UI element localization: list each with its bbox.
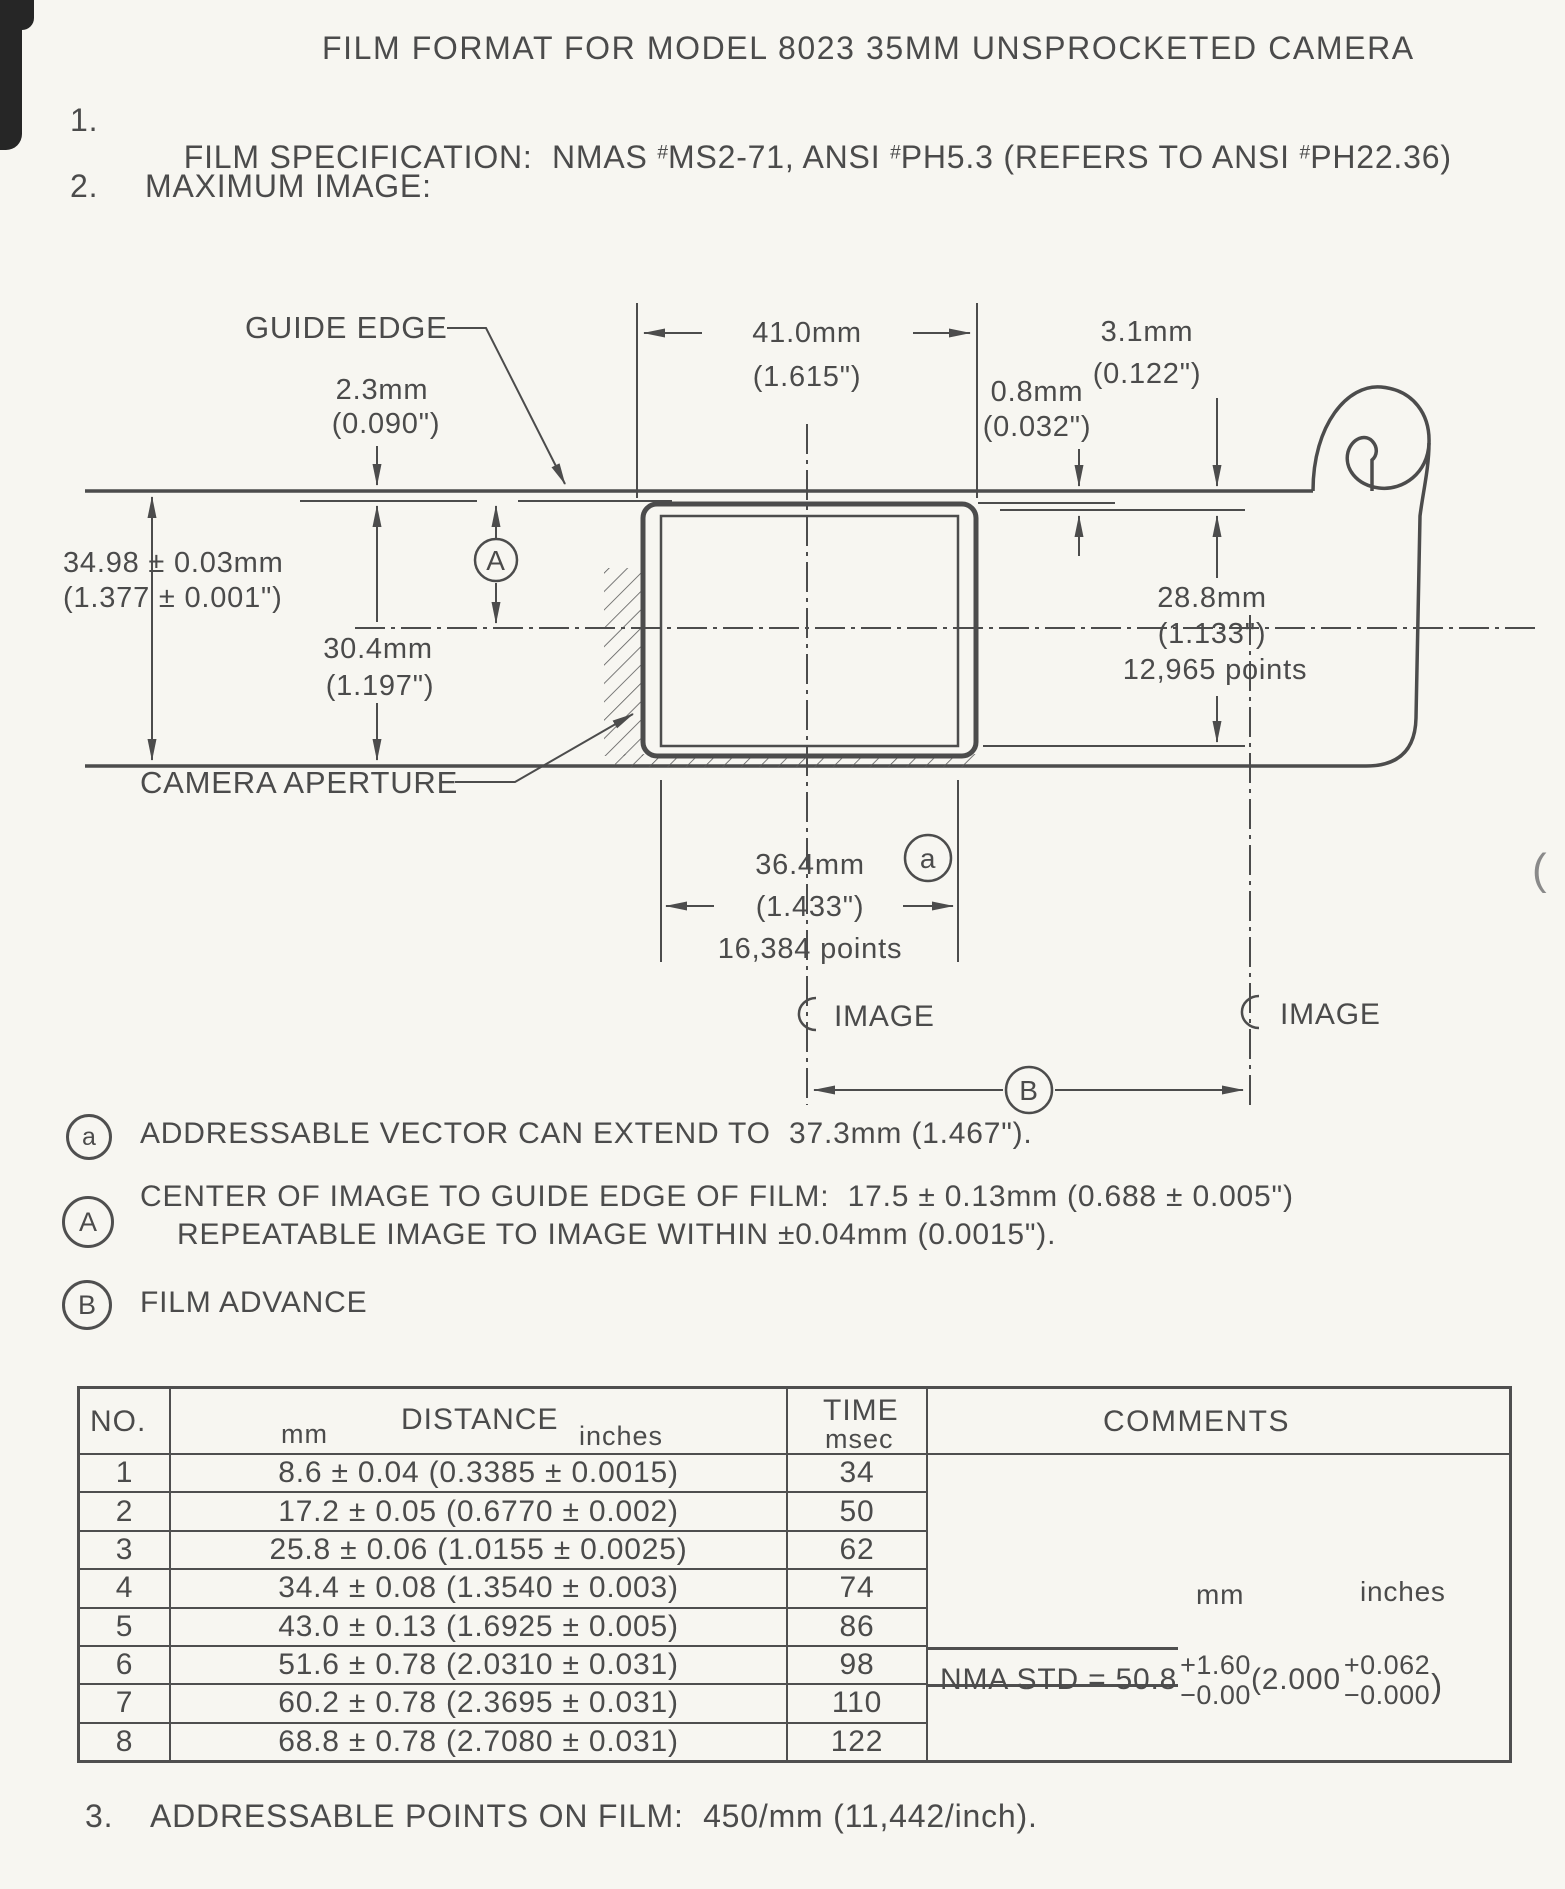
nma-standard-note xyxy=(940,1637,1442,1723)
cl-image-right-label: IMAGE xyxy=(1280,998,1381,1031)
header-distance xyxy=(171,1389,786,1455)
page-title: FILM FORMAT FOR MODEL 8023 35MM UNSPROCKETED CAMERA xyxy=(322,30,1415,66)
header-no-label: NO. xyxy=(90,1405,147,1438)
balloon-letters xyxy=(486,545,1038,1106)
item2-number: 2. xyxy=(70,168,99,204)
note-B-balloon-label: B xyxy=(77,1289,96,1320)
nma-mm-minus: −0.00 xyxy=(1180,1680,1251,1710)
dim-34_98-mm: 34.98 ± 0.03mm xyxy=(63,547,284,579)
table-col-time xyxy=(788,1389,928,1760)
header-time-label: TIME xyxy=(823,1394,899,1427)
nma-paren-open: (2.000 xyxy=(1250,1663,1341,1696)
dim-36_4-points: 16,384 points xyxy=(717,933,903,965)
dim-0_8-mm: 0.8mm xyxy=(990,376,1084,408)
cl-image-left-label: IMAGE xyxy=(834,1000,935,1033)
table-cell-time: 74 xyxy=(788,1570,926,1608)
guide-edge-leader xyxy=(447,328,565,484)
header-no xyxy=(80,1389,169,1455)
comments-mm-label: mm xyxy=(1196,1579,1245,1610)
camera-aperture-label: CAMERA APERTURE xyxy=(140,765,459,800)
hash-2: # xyxy=(890,142,901,164)
table-col-comments xyxy=(928,1389,1509,1760)
film-curl xyxy=(1313,387,1429,491)
dim-2_3-mm: 2.3mm xyxy=(335,374,429,406)
nma-mm-tolerance xyxy=(1180,1650,1251,1710)
table-cell-time: 110 xyxy=(788,1685,926,1723)
table-cell-time: 34 xyxy=(788,1455,926,1493)
item1-seg3: PH5.3 (REFERS TO ANSI xyxy=(900,139,1300,175)
table-col-distance xyxy=(171,1389,788,1760)
nma-paren-close: ) xyxy=(1431,1667,1443,1704)
note-A-line2: REPEATABLE IMAGE TO IMAGE WITHIN ±0.04mm (0.0015"). xyxy=(177,1218,1057,1251)
balloon-a-label: a xyxy=(919,843,937,874)
balloons xyxy=(475,539,1052,1113)
note-A-line1: CENTER OF IMAGE TO GUIDE EDGE OF FILM: 17.5 ± 0.13mm (0.688 ± 0.005") xyxy=(140,1180,1294,1213)
table-cell-distance: 51.6 ± 0.78 (2.0310 ± 0.031) xyxy=(171,1647,786,1685)
item1-seg1: FILM SPECIFICATION: NMAS xyxy=(183,139,658,175)
nma-inch-tolerance xyxy=(1344,1650,1430,1710)
table-cell-distance: 43.0 ± 0.13 (1.6925 ± 0.005) xyxy=(171,1609,786,1647)
dim-2_3-in: (0.090") xyxy=(331,408,441,440)
table-col-no xyxy=(80,1389,171,1760)
dim-3_1-mm: 3.1mm xyxy=(1100,316,1194,348)
dim-41-mm: 41.0mm xyxy=(752,317,862,349)
table-cell-distance: 25.8 ± 0.06 (1.0155 ± 0.0025) xyxy=(171,1532,786,1570)
dim-34_98-in: (1.377 ± 0.001") xyxy=(63,582,283,614)
table-cell-distance: 34.4 ± 0.08 (1.3540 ± 0.003) xyxy=(171,1570,786,1608)
table-cell-no: 7 xyxy=(80,1685,169,1723)
table-cell-time: 122 xyxy=(830,1724,884,1758)
table-cell-no: 5 xyxy=(80,1609,169,1647)
table-cell-no: 3 xyxy=(80,1532,169,1570)
item3-number: 3. xyxy=(85,1798,114,1834)
table-cell-no: 4 xyxy=(80,1570,169,1608)
film-right-edge xyxy=(1366,443,1429,766)
nma-mm-plus: +1.60 xyxy=(1180,1649,1251,1680)
note-a-text: ADDRESSABLE VECTOR CAN EXTEND TO 37.3mm (1.467"). xyxy=(140,1117,1033,1150)
header-time xyxy=(788,1389,926,1455)
table-cell-time: 86 xyxy=(788,1609,926,1647)
image-area-rect xyxy=(661,516,958,746)
note-A-balloon-label: A xyxy=(78,1206,97,1237)
dim-28_8-in: (1.133") xyxy=(1157,618,1267,650)
note-a-balloon-label: a xyxy=(82,1122,96,1151)
note-A-balloon xyxy=(62,1196,114,1248)
item2-text: MAXIMUM IMAGE: xyxy=(145,168,432,204)
scan-mark: ( xyxy=(1532,845,1548,894)
table-cell-distance: 60.2 ± 0.78 (2.3695 ± 0.031) xyxy=(171,1685,786,1723)
table-cell-no: 6 xyxy=(80,1647,169,1685)
nma-in-plus: +0.062 xyxy=(1343,1649,1431,1680)
header-comments-label: COMMENTS xyxy=(1103,1405,1290,1438)
film-advance-table xyxy=(77,1386,1512,1763)
comments-inches-label: inches xyxy=(1360,1576,1446,1607)
item3-text: ADDRESSABLE POINTS ON FILM: 450/mm (11,442/inch). xyxy=(150,1798,1038,1834)
dim-36_4-in: (1.433") xyxy=(755,891,865,923)
dim-36_4-mm: 36.4mm xyxy=(755,849,865,881)
note-B-text: FILM ADVANCE xyxy=(140,1286,368,1319)
table-cell-distance: 17.2 ± 0.05 (0.6770 ± 0.002) xyxy=(171,1493,786,1531)
hash-1: # xyxy=(657,142,669,164)
table-cell-no: 1 xyxy=(80,1455,169,1493)
item1-seg4: PH22.36) xyxy=(1310,139,1452,175)
header-distance-label: DISTANCE xyxy=(401,1403,559,1436)
dim-41-in: (1.615") xyxy=(752,361,862,393)
item1-seg2: MS2-71, ANSI xyxy=(668,139,891,175)
hash-3: # xyxy=(1299,142,1311,164)
comments-cell xyxy=(928,1455,1509,1760)
item1-number: 1. xyxy=(70,102,99,138)
dim-0_8-in: (0.032") xyxy=(982,411,1092,443)
dim-3_1-in: (0.122") xyxy=(1092,358,1202,390)
diagram-labels xyxy=(63,310,1381,1033)
dim-30_4-mm: 30.4mm xyxy=(323,633,433,665)
dim-28_8-mm: 28.8mm xyxy=(1157,582,1267,614)
table-cell-time: 62 xyxy=(788,1532,926,1570)
balloon-B-label: B xyxy=(1019,1075,1039,1106)
guide-edge-label: GUIDE EDGE xyxy=(245,310,448,345)
nma-text: NMA STD = 50.8 xyxy=(940,1663,1178,1696)
dim-30_4-in: (1.197") xyxy=(325,670,435,702)
table-cell-time: 50 xyxy=(788,1493,926,1531)
balloon-A-label: A xyxy=(486,545,506,576)
table-cell-time: 98 xyxy=(788,1647,926,1685)
table-cell-distance: 68.8 ± 0.78 (2.7080 ± 0.031) xyxy=(278,1724,679,1758)
header-msec-label: msec xyxy=(825,1424,894,1454)
camera-aperture-rect xyxy=(643,504,976,756)
film-strip-outline xyxy=(85,387,1429,766)
note-a-balloon xyxy=(66,1114,112,1160)
header-comments xyxy=(928,1389,1509,1455)
dim-28_8-points: 12,965 points xyxy=(1122,654,1308,686)
table-cell-no: 2 xyxy=(80,1493,169,1531)
table-cell-distance: 8.6 ± 0.04 (0.3385 ± 0.0015) xyxy=(171,1455,786,1493)
nma-in-minus: −0.000 xyxy=(1343,1680,1431,1710)
note-B-balloon xyxy=(62,1280,112,1330)
header-inches-label: inches xyxy=(579,1421,664,1451)
table-cell-no: 8 xyxy=(115,1724,134,1758)
header-mm-label: mm xyxy=(281,1419,328,1449)
